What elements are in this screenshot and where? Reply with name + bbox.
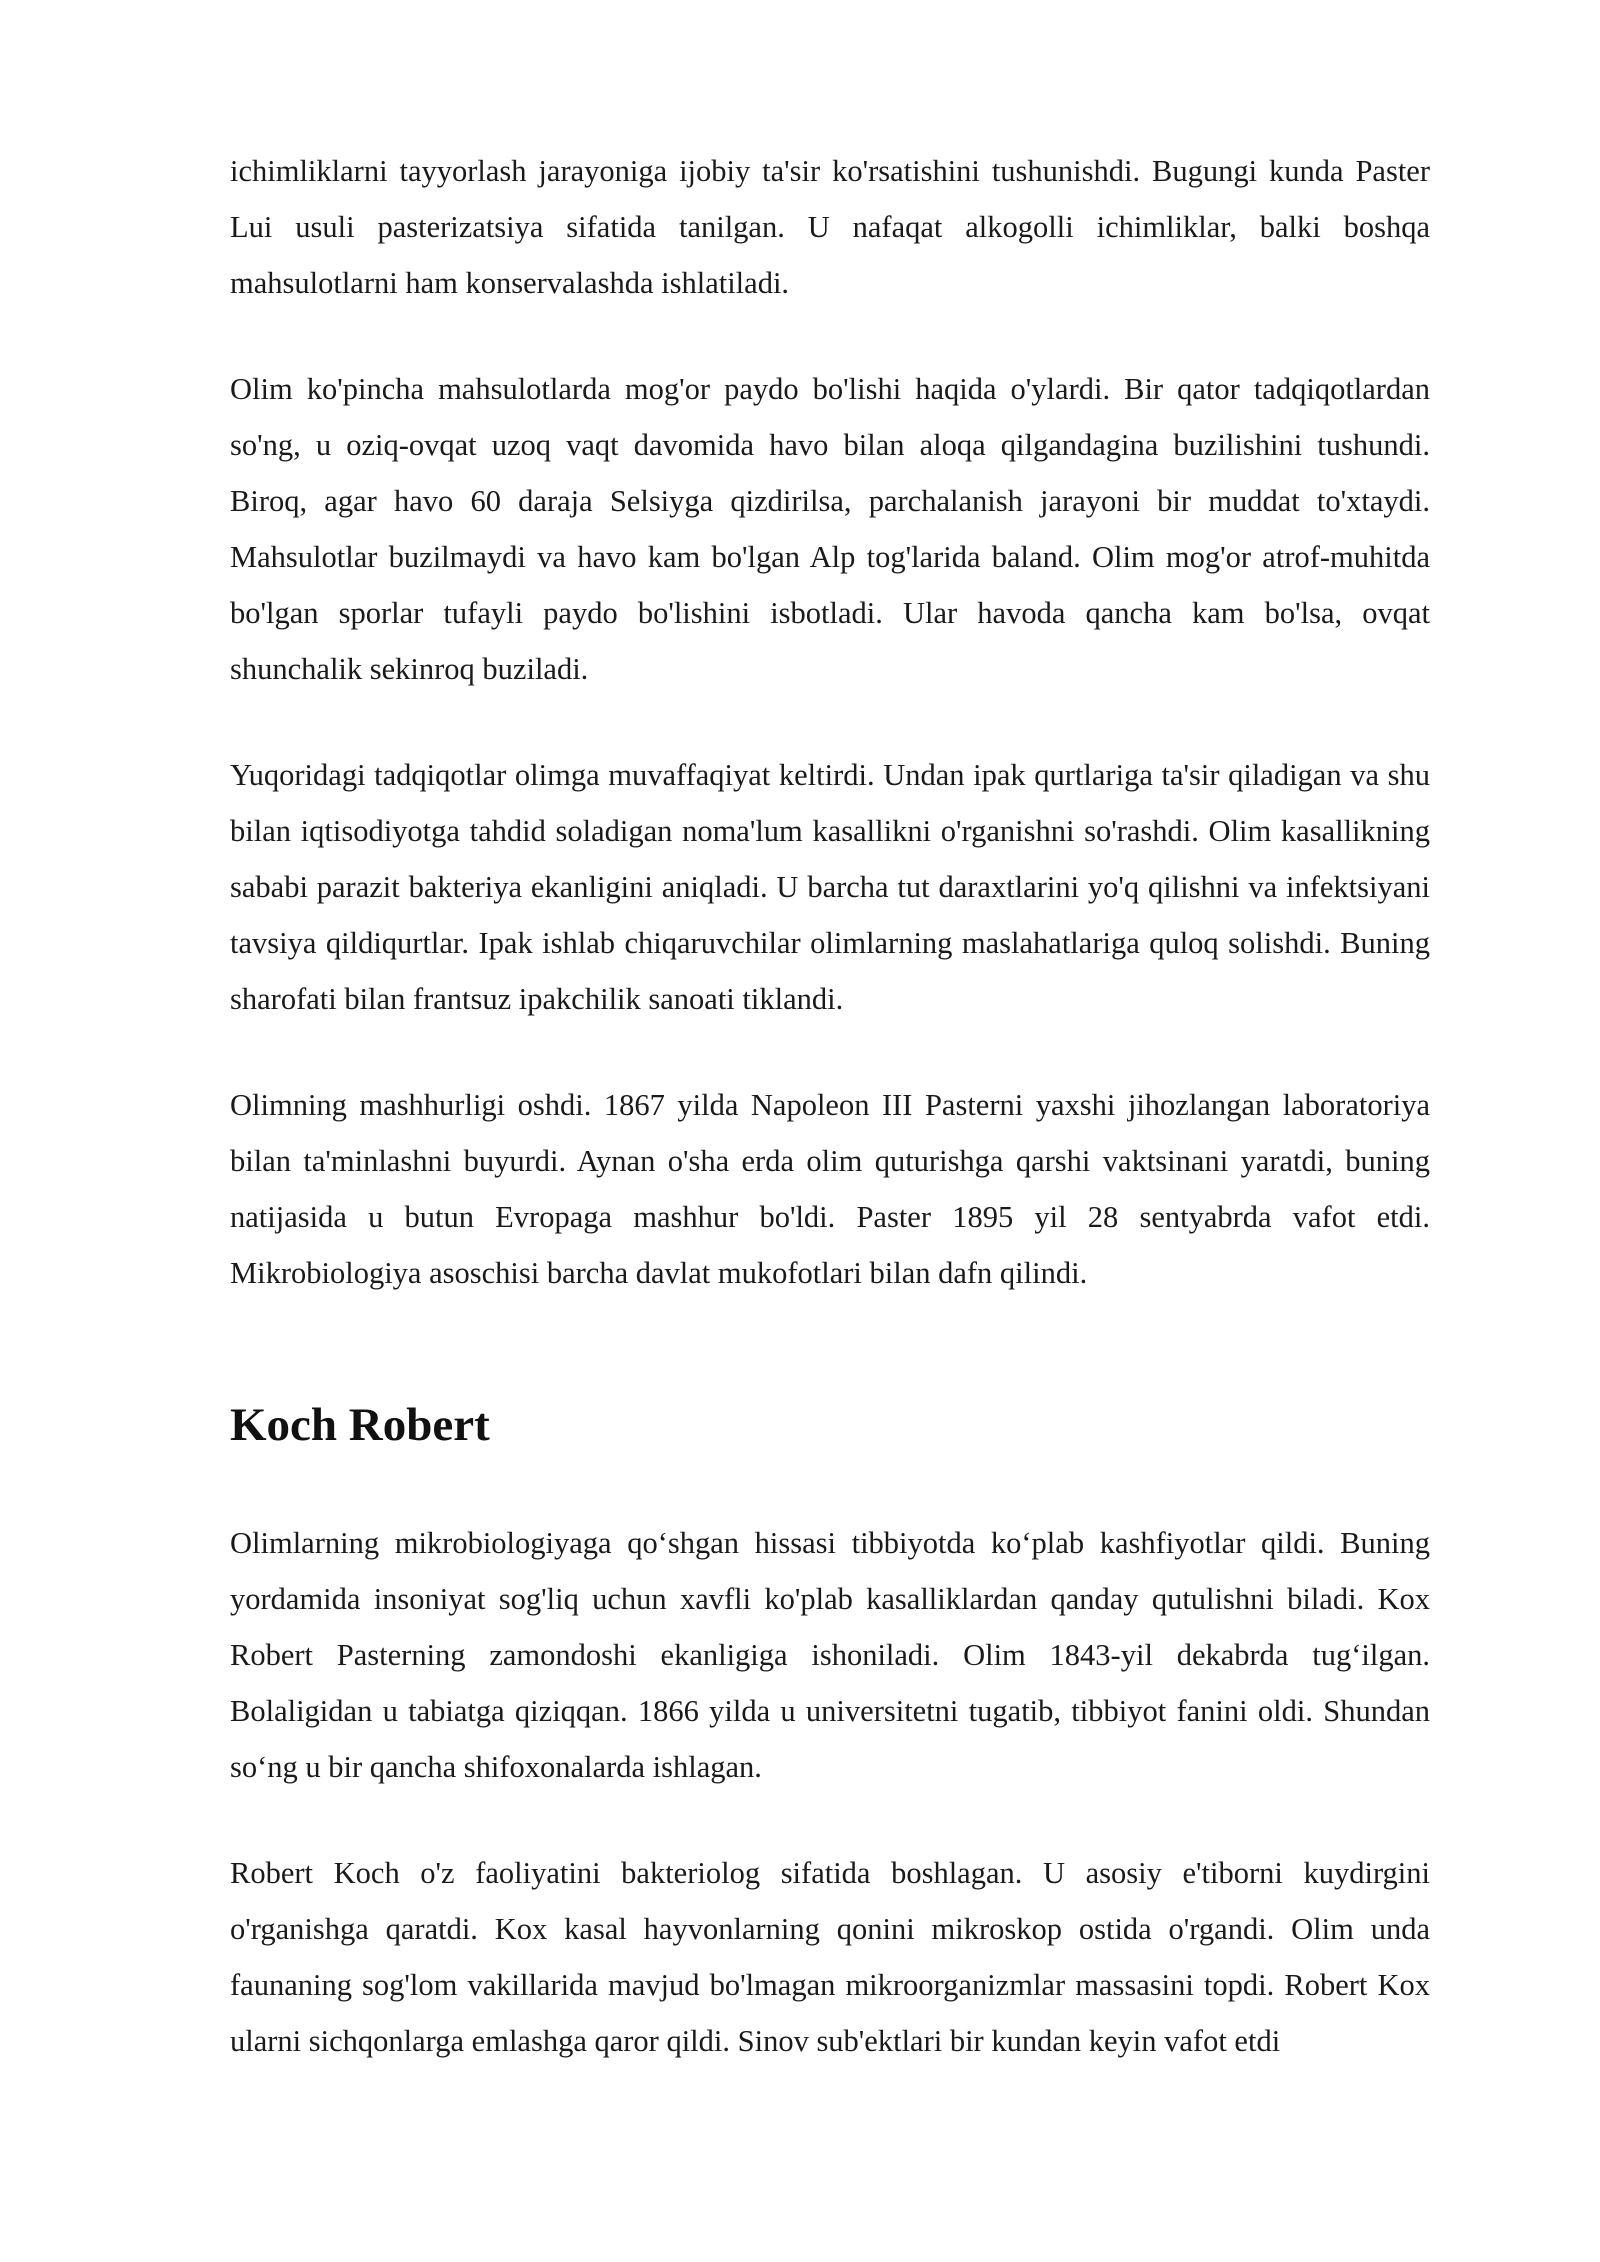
paragraph-pasteurization: ichimliklarni tayyorlash jarayoniga ijobiy ta'sir ko'rsatishini tushunishdi. Bugungi kunda Paster Lui usuli pasterizatsiya sifatida tanilgan. U nafaqat alkogolli ichimliklar, balki boshqa mahsulotlarni ham konservalashda ishlatiladi. — [230, 154, 1430, 300]
section-heading: Koch Robert — [230, 1399, 490, 1451]
paragraph-fame-and-death: Olimning mashhurligi oshdi. 1867 yilda Napoleon III Pasterni yaxshi jihozlangan laboratoriya bilan ta'minlashni buyurdi. Aynan o'sha erda olim quturishga qarshi vaktsinani yaratdi, buning natijasida u butun Evropaga mashhur bo'ldi. Paster 1895 yil 28 sentyabrda vafot etdi. Mikrobiologiya asoschisi barcha davlat mukofotlari bilan dafn qilindi. — [230, 1088, 1430, 1290]
paragraph-gap — [230, 311, 1430, 361]
paragraph-koch-intro: Olimlarning mikrobiologiyaga qo‘shgan hissasi tibbiyotda ko‘plab kashfiyotlar qildi. Buning yordamida insoniyat sog'liq uchun xavfli ko'plab kasalliklardan qanday qutulishni biladi. Kox Robert Pasterning zamondoshi ekanligiga ishoniladi. Olim 1843-yil dekabrda tug‘ilgan. Bolaligidan u tabiatga qiziqqan. 1866 yilda u universitetni tugatib, tibbiyot fanini oldi. Shundan so‘ng u bir qancha shifoxonalarda ishlagan. — [230, 1526, 1430, 1784]
paragraph-silkworm-disease: Yuqoridagi tadqiqotlar olimga muvaffaqiyat keltirdi. Undan ipak qurtlariga ta'sir qiladigan va shu bilan iqtisodiyotga tahdid soladigan noma'lum kasallikni o'rganishni so'rashdi. Olim kasallikning sababi parazit bakteriya ekanligini aniqladi. U barcha tut daraxtlarini yo'q qilishni va infektsiyani tavsiya qildiqurtlar. Ipak ishlab chiqaruvchilar olimlarning maslahatlariga quloq solishdi. Buning sharofati bilan frantsuz ipakchilik sanoati tiklandi. — [230, 758, 1430, 1016]
section-gap — [230, 1301, 1430, 1397]
document-page — [230, 143, 1430, 2069]
paragraph-mold-research: Olim ko'pincha mahsulotlarda mog'or paydo bo'lishi haqida o'ylardi. Bir qator tadqiqotlardan so'ng, u oziq-ovqat uzoq vaqt davomida havo bilan aloqa qilgandagina buzilishini tushundi. Biroq, agar havo 60 daraja Selsiyga qizdirilsa, parchalanish jarayoni bir muddat to'xtaydi. Mahsulotlar buzilmaydi va havo kam bo'lgan Alp tog'larida baland. Olim mog'or atrof-muhitda bo'lgan sporlar tufayli paydo bo'lishini isbotladi. Ular havoda qancha kam bo'lsa, ovqat shunchalik sekinroq buziladi. — [230, 372, 1430, 686]
paragraph-gap — [230, 1795, 1430, 1845]
paragraph-gap — [230, 697, 1430, 747]
paragraph-koch-anthrax: Robert Koch o'z faoliyatini bakteriolog sifatida boshlagan. U asosiy e'tiborni kuydirgini o'rganishga qaratdi. Kox kasal hayvonlarning qonini mikroskop ostida o'rgandi. Olim unda faunaning sog'lom vakillarida mavjud bo'lmagan mikroorganizmlar massasini topdi. Robert Kox ularni sichqonlarga emlashga qaror qildi. Sinov sub'ektlari bir kundan keyin vafot etdi — [230, 1856, 1430, 2058]
section-gap — [230, 1453, 1430, 1515]
paragraph-gap — [230, 1027, 1430, 1077]
